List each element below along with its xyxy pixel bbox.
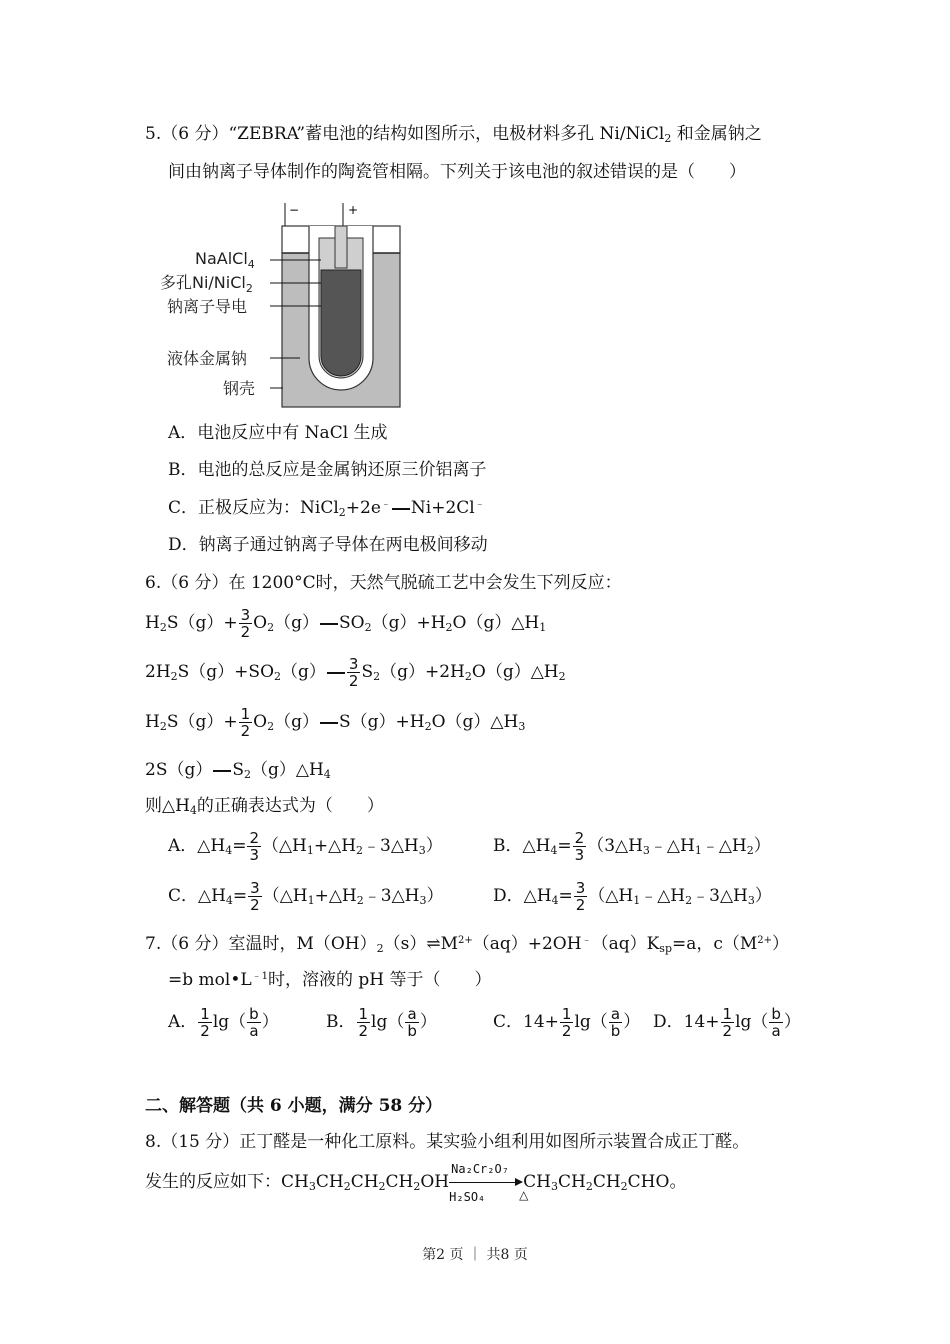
q6-reaction-3: $H_2S(g)+$ $\frac{1}{2}$ $O_2(g)$ $S(g)+H_2O(g)\triangle H_3$ bbox=[145, 705, 526, 740]
negative-terminal-label: − bbox=[289, 203, 300, 217]
q6-reaction-1: $H_2S(g)+$ $\frac{3}{2}$ $O_2(g)$ $SO_2(g)+H_2O(g)\triangle H_1$ bbox=[145, 606, 547, 641]
q7-option-c: C．14+ $\frac{1}{2}$ lg（ $\frac{a}{b}$ ） bbox=[493, 1005, 641, 1040]
q8-line2: 发生的反应如下：$CH_3CH_2CH_2CH_2OH$ Na₂Cr₂O₇ H₂SO₄ △ $CH_3CH_2CH_2CHO$。 bbox=[145, 1161, 687, 1204]
label-porous-ni: 多孔Ni/NiCl$_2$ bbox=[160, 273, 253, 295]
q6-option-d: D．$\triangle H_4=$ $\frac{3}{2}$ $(\triangle H_1﹣\triangle H_2﹣3\triangle H_3)$ bbox=[493, 879, 772, 914]
q5-option-b: B．电池的总反应是金属钠还原三价铝离子 bbox=[168, 460, 487, 480]
positive-terminal-label: + bbox=[348, 203, 359, 217]
q5-stem-line1: 5.（6 分）“ZEBRA”蓄电池的结构如图所示，电极材料多孔 Ni/NiCl$_2$ 和金属钠之 bbox=[145, 124, 762, 145]
q7-stem-line2: =b $mol•L^{﹣1}$时，溶液的 pH 等于（ ） bbox=[168, 970, 492, 990]
q5-option-c: C．正极反应为：NiCl$_2$+2e﹣ Ni+2Cl﹣ bbox=[168, 498, 485, 519]
label-liquid-sodium: 液体金属钠 bbox=[167, 349, 248, 368]
q6-reaction-4: 2S（g） $S_2(g)\triangle H_4$ bbox=[145, 760, 331, 781]
q7-option-d: D．14+ $\frac{1}{2}$ lg（ $\frac{b}{a}$ ） bbox=[653, 1005, 801, 1040]
label-naalcl4: NaAlCl$_4$ bbox=[195, 249, 255, 271]
q7-stem-line1: 7.（6 分）室温时，$M(OH)_2(s)\rightleftharpoons M^{2+}(aq)+2OH^﹣(aq)K_{sp}=a$，$c(M^{2+})$ bbox=[145, 934, 790, 955]
q6-question: 则$\triangle H_4$的正确表达式为（ ） bbox=[145, 796, 384, 817]
q5-option-a: A．电池反应中有 NaCl 生成 bbox=[168, 423, 388, 443]
q7-option-a: A． $\frac{1}{2}$ lg（ $\frac{b}{a}$ ） bbox=[168, 1005, 279, 1040]
q6-reaction-2: $2H_2S(g)+SO_2(g)$ $\frac{3}{2}$ $S_2(g)+2H_2O(g)\triangle H_2$ bbox=[145, 655, 566, 690]
q7-option-b: B． $\frac{1}{2}$ lg（ $\frac{a}{b}$ ） bbox=[326, 1005, 437, 1040]
q6-option-a: A．$\triangle H_4=$ $\frac{2}{3}$ $(\triangle H_1+\triangle H_2﹣3\triangle H_3)$ bbox=[168, 829, 443, 864]
zebra-battery-diagram bbox=[155, 198, 415, 413]
section-2-title: 二、解答题（共 6 小题，满分 58 分） bbox=[145, 1096, 443, 1116]
q6-stem: 6.（6 分）在 1200°C时，天然气脱硫工艺中会发生下列反应： bbox=[145, 573, 622, 593]
label-sodium-conductor: 钠离子导电 bbox=[167, 297, 248, 316]
q6-option-b: B．$\triangle H_4=$ $\frac{2}{3}$ $(3\triangle H_3﹣\triangle H_1﹣\triangle H_2)$ bbox=[493, 829, 771, 864]
q5-option-d: D．钠离子通过钠离子导体在两电极间移动 bbox=[168, 535, 488, 555]
q5-stem-line2: 间由钠离子导体制作的陶瓷管相隔。下列关于该电池的叙述错误的是（ ） bbox=[168, 162, 746, 182]
reaction-arrow: Na₂Cr₂O₇ H₂SO₄ △ bbox=[449, 1161, 529, 1204]
q6-option-c: C．$\triangle H_4=$ $\frac{3}{2}$ $(\triangle H_1+\triangle H_2﹣3\triangle H_3)$ bbox=[168, 879, 444, 914]
page-footer: 第2 页 ｜ 共8 页 bbox=[422, 1247, 528, 1263]
label-steel-shell: 钢壳 bbox=[223, 379, 256, 398]
q8-line1: 8.（15 分）正丁醛是一种化工原料。某实验小组利用如图所示装置合成正丁醛。 bbox=[145, 1132, 750, 1152]
